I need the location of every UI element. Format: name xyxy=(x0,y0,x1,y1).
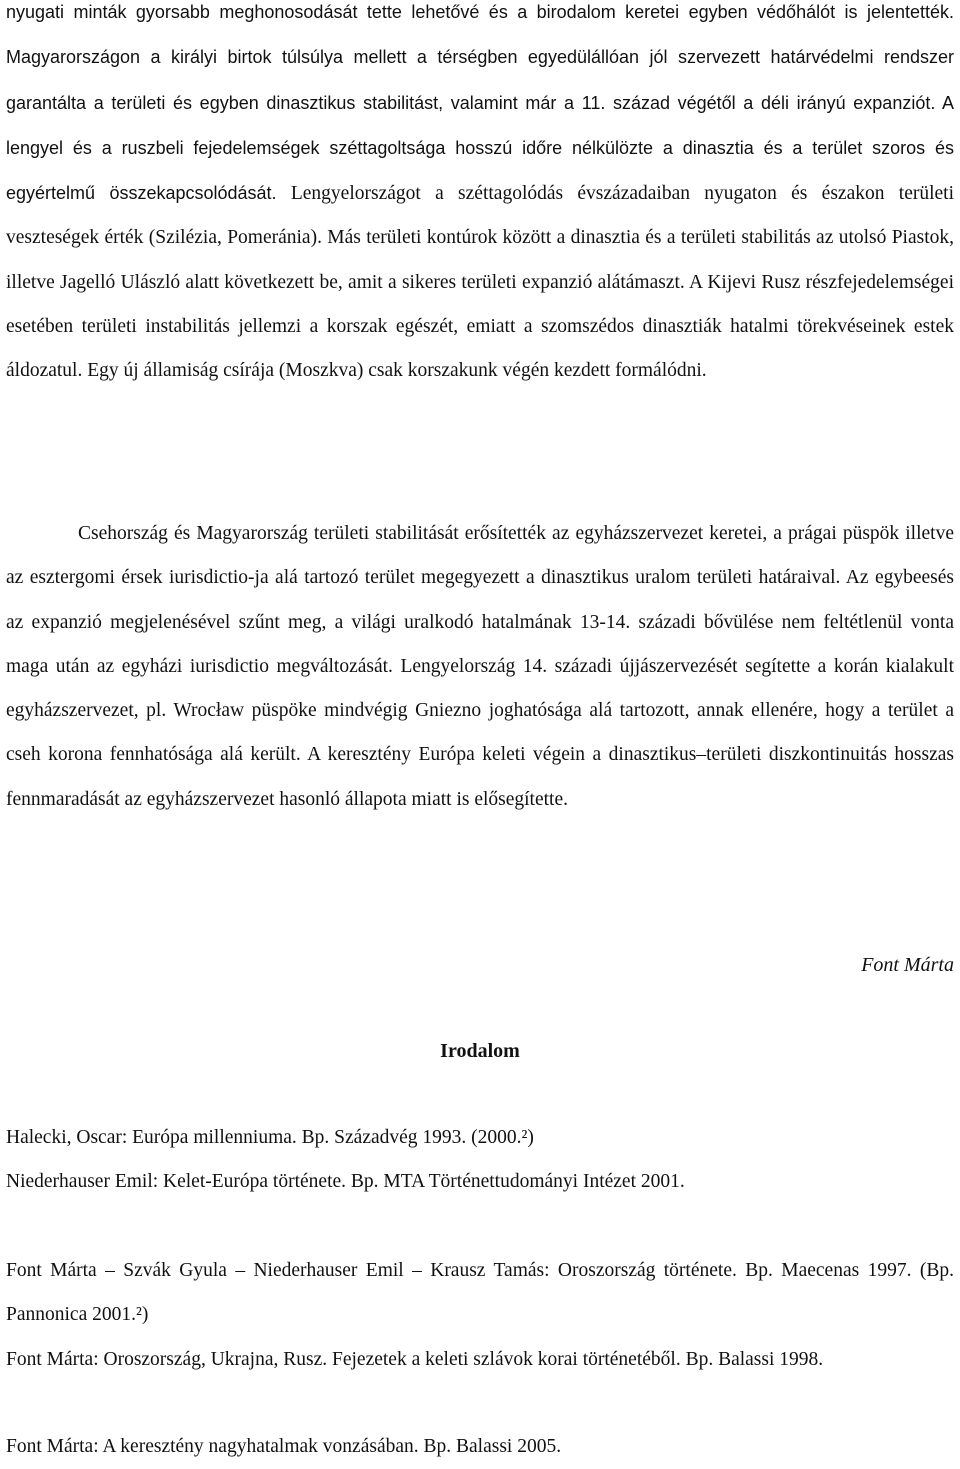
paragraph-segment: század végétől a déli irányú expanziót. A lengyel és a ruszbeli fejedelemségek széttagoltsága hosszú időre nélkülözte a dinasztia és a terület szoros és egyértelmű összekapcsolódását. xyxy=(6,92,955,204)
paragraph-segment: Más területi kontúrok között a dinasztia és a területi stabilitás az utolsó Piastok, illetve Jagelló Ulászló alatt következett be, amit a sikeres területi expanzió alátámaszt. A Kijevi Rusz részfejedelemségei esetében területi instabilitás jellemzi a korszak egészét, emiatt a szomszédos dinasztiák hatalmi törekvéseinek estek áldozatul. Egy új államiság csírája (Moszkva) csak korszakunk végén kezdett formálódni. xyxy=(6,227,955,382)
reference-item: Font Márta: A keresztény nagyhatalmak vonzásában. Bp. Balassi 2005. xyxy=(6,1436,562,1457)
references-heading: Irodalom xyxy=(440,1040,520,1062)
paragraph-segment: nyugati minták gyorsabb meghonosodását tette lehetővé és a birodalom keretei egyben védőhálót is jelentették. Magyarországon a királyi birtok túlsúlya mellett a térségben egyedülállóan jól szervezett határvédelmi rendszer garantálta a területi és egyben dinasztikus stabilitást, valamint már a 11. xyxy=(6,2,954,113)
author-signature: Font Márta xyxy=(861,954,954,976)
reference-item: Niederhauser Emil: Kelet-Európa története. Bp. MTA Történettudományi Intézet 2001. xyxy=(6,1171,685,1193)
reference-item: Halecki, Oscar: Európa millenniuma. Bp. Századvég 1993. (2000.²) xyxy=(6,1127,534,1148)
body-paragraph-2: Csehország és Magyarország területi stabilitását erősítették az egyházszervezet keretei, a prágai püspök illetve az esztergomi érsek iurisdictio-ja alá tartozó terület megegyezett a dinasztikus uralom területi határaival. Az egybeesés az expanzió megjelenésével szűnt meg, a világi uralkodó hatalmának 13-14. századi bővülése nem feltétlenül vonta maga után az egyházi iurisdictio megváltozását. Lengyelország 14. századi újjászervezését segítette a korán kialakult egyházszervezet, pl. Wrocław püspöke mindvégig Gniezno joghatósága alá tartozott, annak ellenére, hogy a terület a cseh korona fennhatósága alá került. A keresztény Európa keleti végein a dinasztikus–területi diszkontinuitás hosszas fennmaradását az egyházszervezet hasonló állapota miatt is elősegítette. xyxy=(6,523,954,810)
reference-item: Font Márta – Szvák Gyula – Niederhauser Emil – Krausz Tamás: Oroszország története. Bp. Maecenas 1997. (Bp. Pannonica 2001.²) xyxy=(6,1260,954,1326)
references-group xyxy=(6,1425,954,1469)
body-paragraph-1 xyxy=(6,0,954,394)
paragraph-segment: Lengyelországot a széttagolódás évszázadaiban nyugaton és északon területi veszteségek érték (Szilézia, Pomeránia). xyxy=(6,183,955,249)
reference-item: Font Márta: Oroszország, Ukrajna, Rusz. Fejezetek a keleti szlávok korai történetéből. Bp. Balassi 1998. xyxy=(6,1348,824,1370)
references-group xyxy=(6,1249,954,1382)
references-group xyxy=(6,1116,954,1205)
